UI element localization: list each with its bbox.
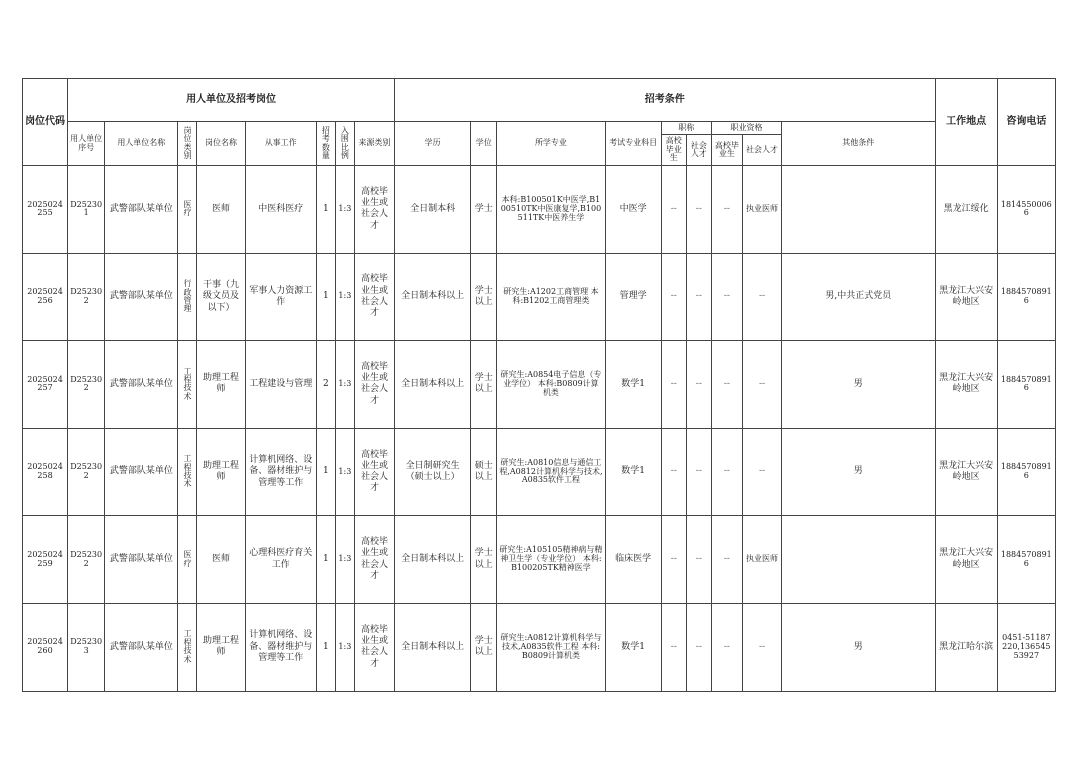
cell-unit: 武警部队某单位 [105, 516, 178, 604]
header-duties: 从事工作 [245, 122, 316, 166]
cell-seq: D252302 [68, 253, 105, 341]
header-qual-group: 职业资格 [711, 122, 781, 135]
cell-degree: 学士以上 [471, 341, 497, 429]
cell-qual-social: -- [742, 603, 781, 691]
cell-other [782, 516, 935, 604]
cell-qual-grad: -- [711, 341, 742, 429]
cell-qual-social: -- [742, 253, 781, 341]
header-post-name: 岗位名称 [197, 122, 245, 166]
cell-ratio: 1:3 [335, 428, 354, 516]
cell-qual-social: 执业医师 [742, 166, 781, 254]
cell-title-social: -- [686, 516, 711, 604]
table-row [23, 603, 1056, 691]
cell-title-grad: -- [661, 603, 686, 691]
cell-duty: 工程建设与管理 [245, 341, 316, 429]
cell-degree: 学士以上 [471, 516, 497, 604]
cell-source: 高校毕业生或社会人才 [354, 166, 394, 254]
cell-qual-grad: -- [711, 428, 742, 516]
table-row [23, 428, 1056, 516]
header-title-social: 社会人才 [686, 135, 711, 166]
cell-source: 高校毕业生或社会人才 [354, 253, 394, 341]
cell-major: 本科:B100501K中医学,B100510TK中医康复学,B100511TK中医养生学 [497, 166, 605, 254]
header-conditions-group: 招考条件 [395, 79, 936, 122]
cell-edu: 全日制本科 [395, 166, 471, 254]
cell-other: 男 [782, 603, 935, 691]
header-work-location: 工作地点 [935, 79, 997, 166]
header-post-type: 岗位类别 [178, 122, 197, 166]
cell-title-social: -- [686, 428, 711, 516]
cell-exam: 临床医学 [605, 516, 661, 604]
cell-source: 高校毕业生或社会人才 [354, 428, 394, 516]
cell-duty: 军事人力资源工作 [245, 253, 316, 341]
cell-unit: 武警部队某单位 [105, 428, 178, 516]
header-unit-name: 用人单位名称 [105, 122, 178, 166]
table-row [23, 253, 1056, 341]
cell-ratio: 1:3 [335, 516, 354, 604]
cell-seq: D252301 [68, 166, 105, 254]
cell-phone: 18845708916 [997, 253, 1055, 341]
cell-degree: 硕士以上 [471, 428, 497, 516]
cell-ratio: 1:3 [335, 341, 354, 429]
header-post-code: 岗位代码 [23, 79, 68, 166]
cell-title-social: -- [686, 166, 711, 254]
cell-exam: 管理学 [605, 253, 661, 341]
header-phone: 咨询电话 [997, 79, 1055, 166]
cell-location: 黑龙江大兴安岭地区 [935, 253, 997, 341]
cell-post: 助理工程师 [197, 428, 245, 516]
cell-location: 黑龙江大兴安岭地区 [935, 428, 997, 516]
cell-location: 黑龙江大兴安岭地区 [935, 341, 997, 429]
cell-other: 男 [782, 428, 935, 516]
header-education: 学历 [395, 122, 471, 166]
header-qual-social: 社会人才 [742, 135, 781, 166]
cell-qual-social: -- [742, 428, 781, 516]
cell-title-grad: -- [661, 253, 686, 341]
cell-other: 男 [782, 341, 935, 429]
cell-type: 工程技术 [178, 603, 197, 691]
cell-major: 研究生:A1202工商管理 本科:B1202工商管理类 [497, 253, 605, 341]
cell-phone: 18845708916 [997, 341, 1055, 429]
cell-source: 高校毕业生或社会人才 [354, 603, 394, 691]
cell-location: 黑龙江大兴安岭地区 [935, 516, 997, 604]
cell-major: 研究生:A105105精神病与精神卫生学（专业学位） 本科:B100205TK精神医学 [497, 516, 605, 604]
cell-degree: 学士以上 [471, 603, 497, 691]
header-unit-seq: 用人单位序号 [68, 122, 105, 166]
cell-title-grad: -- [661, 341, 686, 429]
cell-quota: 1 [316, 253, 335, 341]
cell-location: 黑龙江哈尔滨 [935, 603, 997, 691]
cell-type: 医疗 [178, 166, 197, 254]
recruitment-table-sheet [22, 78, 1056, 691]
cell-quota: 1 [316, 428, 335, 516]
cell-major: 研究生:A0854电子信息（专业学位） 本科:B0809计算机类 [497, 341, 605, 429]
cell-title-grad: -- [661, 516, 686, 604]
cell-seq: D252302 [68, 516, 105, 604]
cell-source: 高校毕业生或社会人才 [354, 516, 394, 604]
cell-title-social: -- [686, 341, 711, 429]
cell-edu: 全日制研究生（硕士以上） [395, 428, 471, 516]
header-source: 来源类别 [354, 122, 394, 166]
cell-type: 医疗 [178, 516, 197, 604]
header-ratio: 入围比例 [335, 122, 354, 166]
cell-unit: 武警部队某单位 [105, 341, 178, 429]
cell-seq: D252303 [68, 603, 105, 691]
cell-quota: 1 [316, 516, 335, 604]
cell-code: 2025024255 [23, 166, 68, 254]
cell-qual-grad: -- [711, 516, 742, 604]
cell-post: 助理工程师 [197, 603, 245, 691]
cell-unit: 武警部队某单位 [105, 253, 178, 341]
cell-qual-social: 执业医师 [742, 516, 781, 604]
cell-code: 2025024260 [23, 603, 68, 691]
cell-type: 工程技术 [178, 341, 197, 429]
cell-type: 行政管理 [178, 253, 197, 341]
header-qual-grad: 高校毕业生 [711, 135, 742, 166]
cell-type: 工程技术 [178, 428, 197, 516]
cell-degree: 学士 [471, 166, 497, 254]
cell-major: 研究生:A0810信息与通信工程,A0812计算机科学与技术,A0835软件工程 [497, 428, 605, 516]
header-exam-subject: 考试专业科目 [605, 122, 661, 166]
table-row [23, 166, 1056, 254]
cell-exam: 数学1 [605, 428, 661, 516]
cell-post: 干事（九级文员及以下） [197, 253, 245, 341]
cell-post: 医师 [197, 166, 245, 254]
cell-duty: 中医科医疗 [245, 166, 316, 254]
cell-major: 研究生:A0812计算机科学与技术,A0835软件工程 本科:B0809计算机类 [497, 603, 605, 691]
cell-phone: 18845708916 [997, 428, 1055, 516]
cell-quota: 1 [316, 603, 335, 691]
cell-title-grad: -- [661, 428, 686, 516]
cell-edu: 全日制本科以上 [395, 253, 471, 341]
cell-exam: 中医学 [605, 166, 661, 254]
cell-qual-grad: -- [711, 603, 742, 691]
table-row [23, 516, 1056, 604]
header-quota: 招考数量 [316, 122, 335, 166]
cell-title-social: -- [686, 253, 711, 341]
cell-exam: 数学1 [605, 603, 661, 691]
cell-seq: D252302 [68, 341, 105, 429]
table-row [23, 341, 1056, 429]
cell-duty: 计算机网络、设备、器材维护与管理等工作 [245, 603, 316, 691]
cell-source: 高校毕业生或社会人才 [354, 341, 394, 429]
cell-duty: 心理科医疗育关工作 [245, 516, 316, 604]
cell-degree: 学士以上 [471, 253, 497, 341]
cell-code: 2025024258 [23, 428, 68, 516]
header-degree: 学位 [471, 122, 497, 166]
cell-duty: 计算机网络、设备、器材维护与管理等工作 [245, 428, 316, 516]
cell-edu: 全日制本科以上 [395, 341, 471, 429]
cell-qual-grad: -- [711, 253, 742, 341]
cell-other: 男,中共正式党员 [782, 253, 935, 341]
cell-qual-social: -- [742, 341, 781, 429]
cell-qual-grad: -- [711, 166, 742, 254]
cell-code: 2025024257 [23, 341, 68, 429]
cell-unit: 武警部队某单位 [105, 603, 178, 691]
cell-ratio: 1:3 [335, 166, 354, 254]
cell-phone: 18845708916 [997, 516, 1055, 604]
cell-phone: 0451-51187220,13654553927 [997, 603, 1055, 691]
cell-ratio: 1:3 [335, 603, 354, 691]
cell-code: 2025024259 [23, 516, 68, 604]
cell-other [782, 166, 935, 254]
header-major: 所学专业 [497, 122, 605, 166]
cell-code: 2025024256 [23, 253, 68, 341]
cell-quota: 1 [316, 166, 335, 254]
cell-post: 医师 [197, 516, 245, 604]
cell-exam: 数学1 [605, 341, 661, 429]
cell-title-social: -- [686, 603, 711, 691]
cell-phone: 18145500066 [997, 166, 1055, 254]
cell-quota: 2 [316, 341, 335, 429]
header-title-group: 职称 [661, 122, 711, 135]
cell-unit: 武警部队某单位 [105, 166, 178, 254]
header-other: 其他条件 [782, 122, 935, 166]
header-title-grad: 高校毕业生 [661, 135, 686, 166]
cell-post: 助理工程师 [197, 341, 245, 429]
cell-location: 黑龙江绥化 [935, 166, 997, 254]
cell-edu: 全日制本科以上 [395, 603, 471, 691]
cell-ratio: 1:3 [335, 253, 354, 341]
recruitment-table [22, 78, 1056, 692]
cell-seq: D252302 [68, 428, 105, 516]
cell-edu: 全日制本科以上 [395, 516, 471, 604]
cell-title-grad: -- [661, 166, 686, 254]
header-unit-group: 用人单位及招考岗位 [68, 79, 395, 122]
